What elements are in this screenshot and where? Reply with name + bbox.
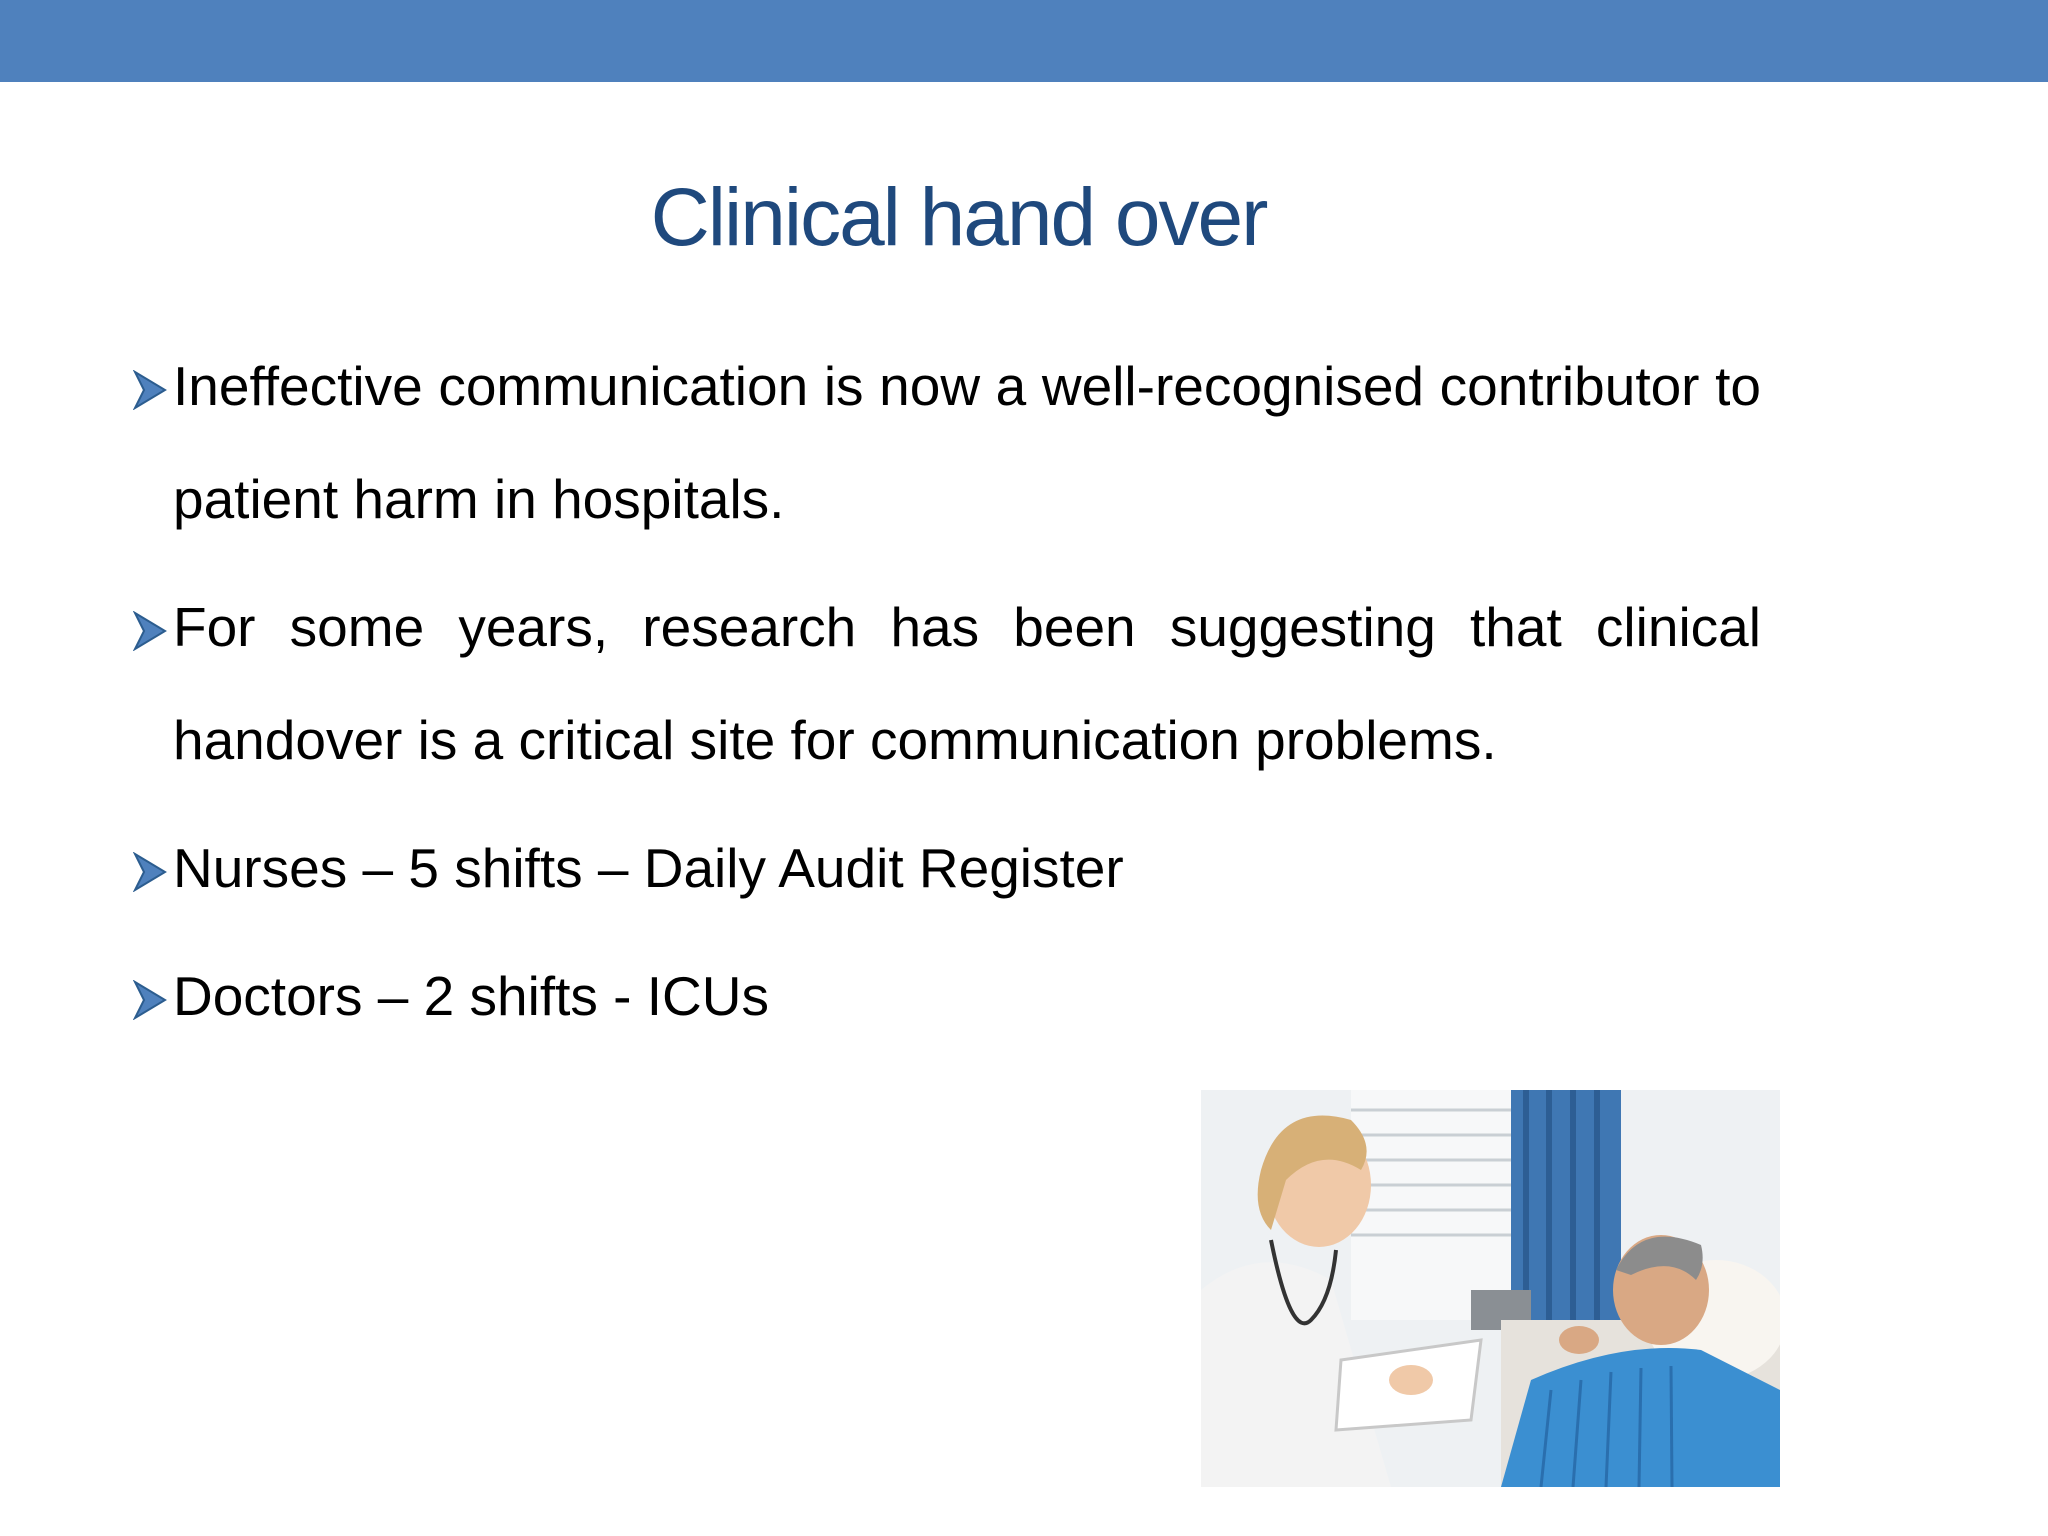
bullet-text: For some years, research has been suggesting that clinical handover is a critical site for communication problems. — [173, 596, 1761, 771]
arrow-bullet-icon — [133, 852, 167, 892]
bullet-item — [133, 330, 1761, 556]
nurse-patient-illustration — [1201, 1090, 1780, 1487]
bullet-item — [133, 940, 1761, 1053]
nurse-patient-photo — [1201, 1090, 1780, 1487]
arrow-bullet-icon — [133, 611, 167, 651]
bullet-list — [133, 330, 1761, 1068]
top-accent-bar — [0, 0, 2048, 82]
bullet-text: Doctors – 2 shifts - ICUs — [173, 965, 769, 1027]
bullet-item — [133, 571, 1761, 797]
slide-title: Clinical hand over — [650, 172, 1267, 263]
bullet-text: Ineffective communication is now a well-recognised contributor to patient harm in hospitals. — [173, 355, 1761, 530]
arrow-bullet-icon — [133, 370, 167, 410]
arrow-bullet-icon — [133, 980, 167, 1020]
bullet-text: Nurses – 5 shifts – Daily Audit Register — [173, 837, 1124, 899]
bullet-item — [133, 812, 1761, 925]
